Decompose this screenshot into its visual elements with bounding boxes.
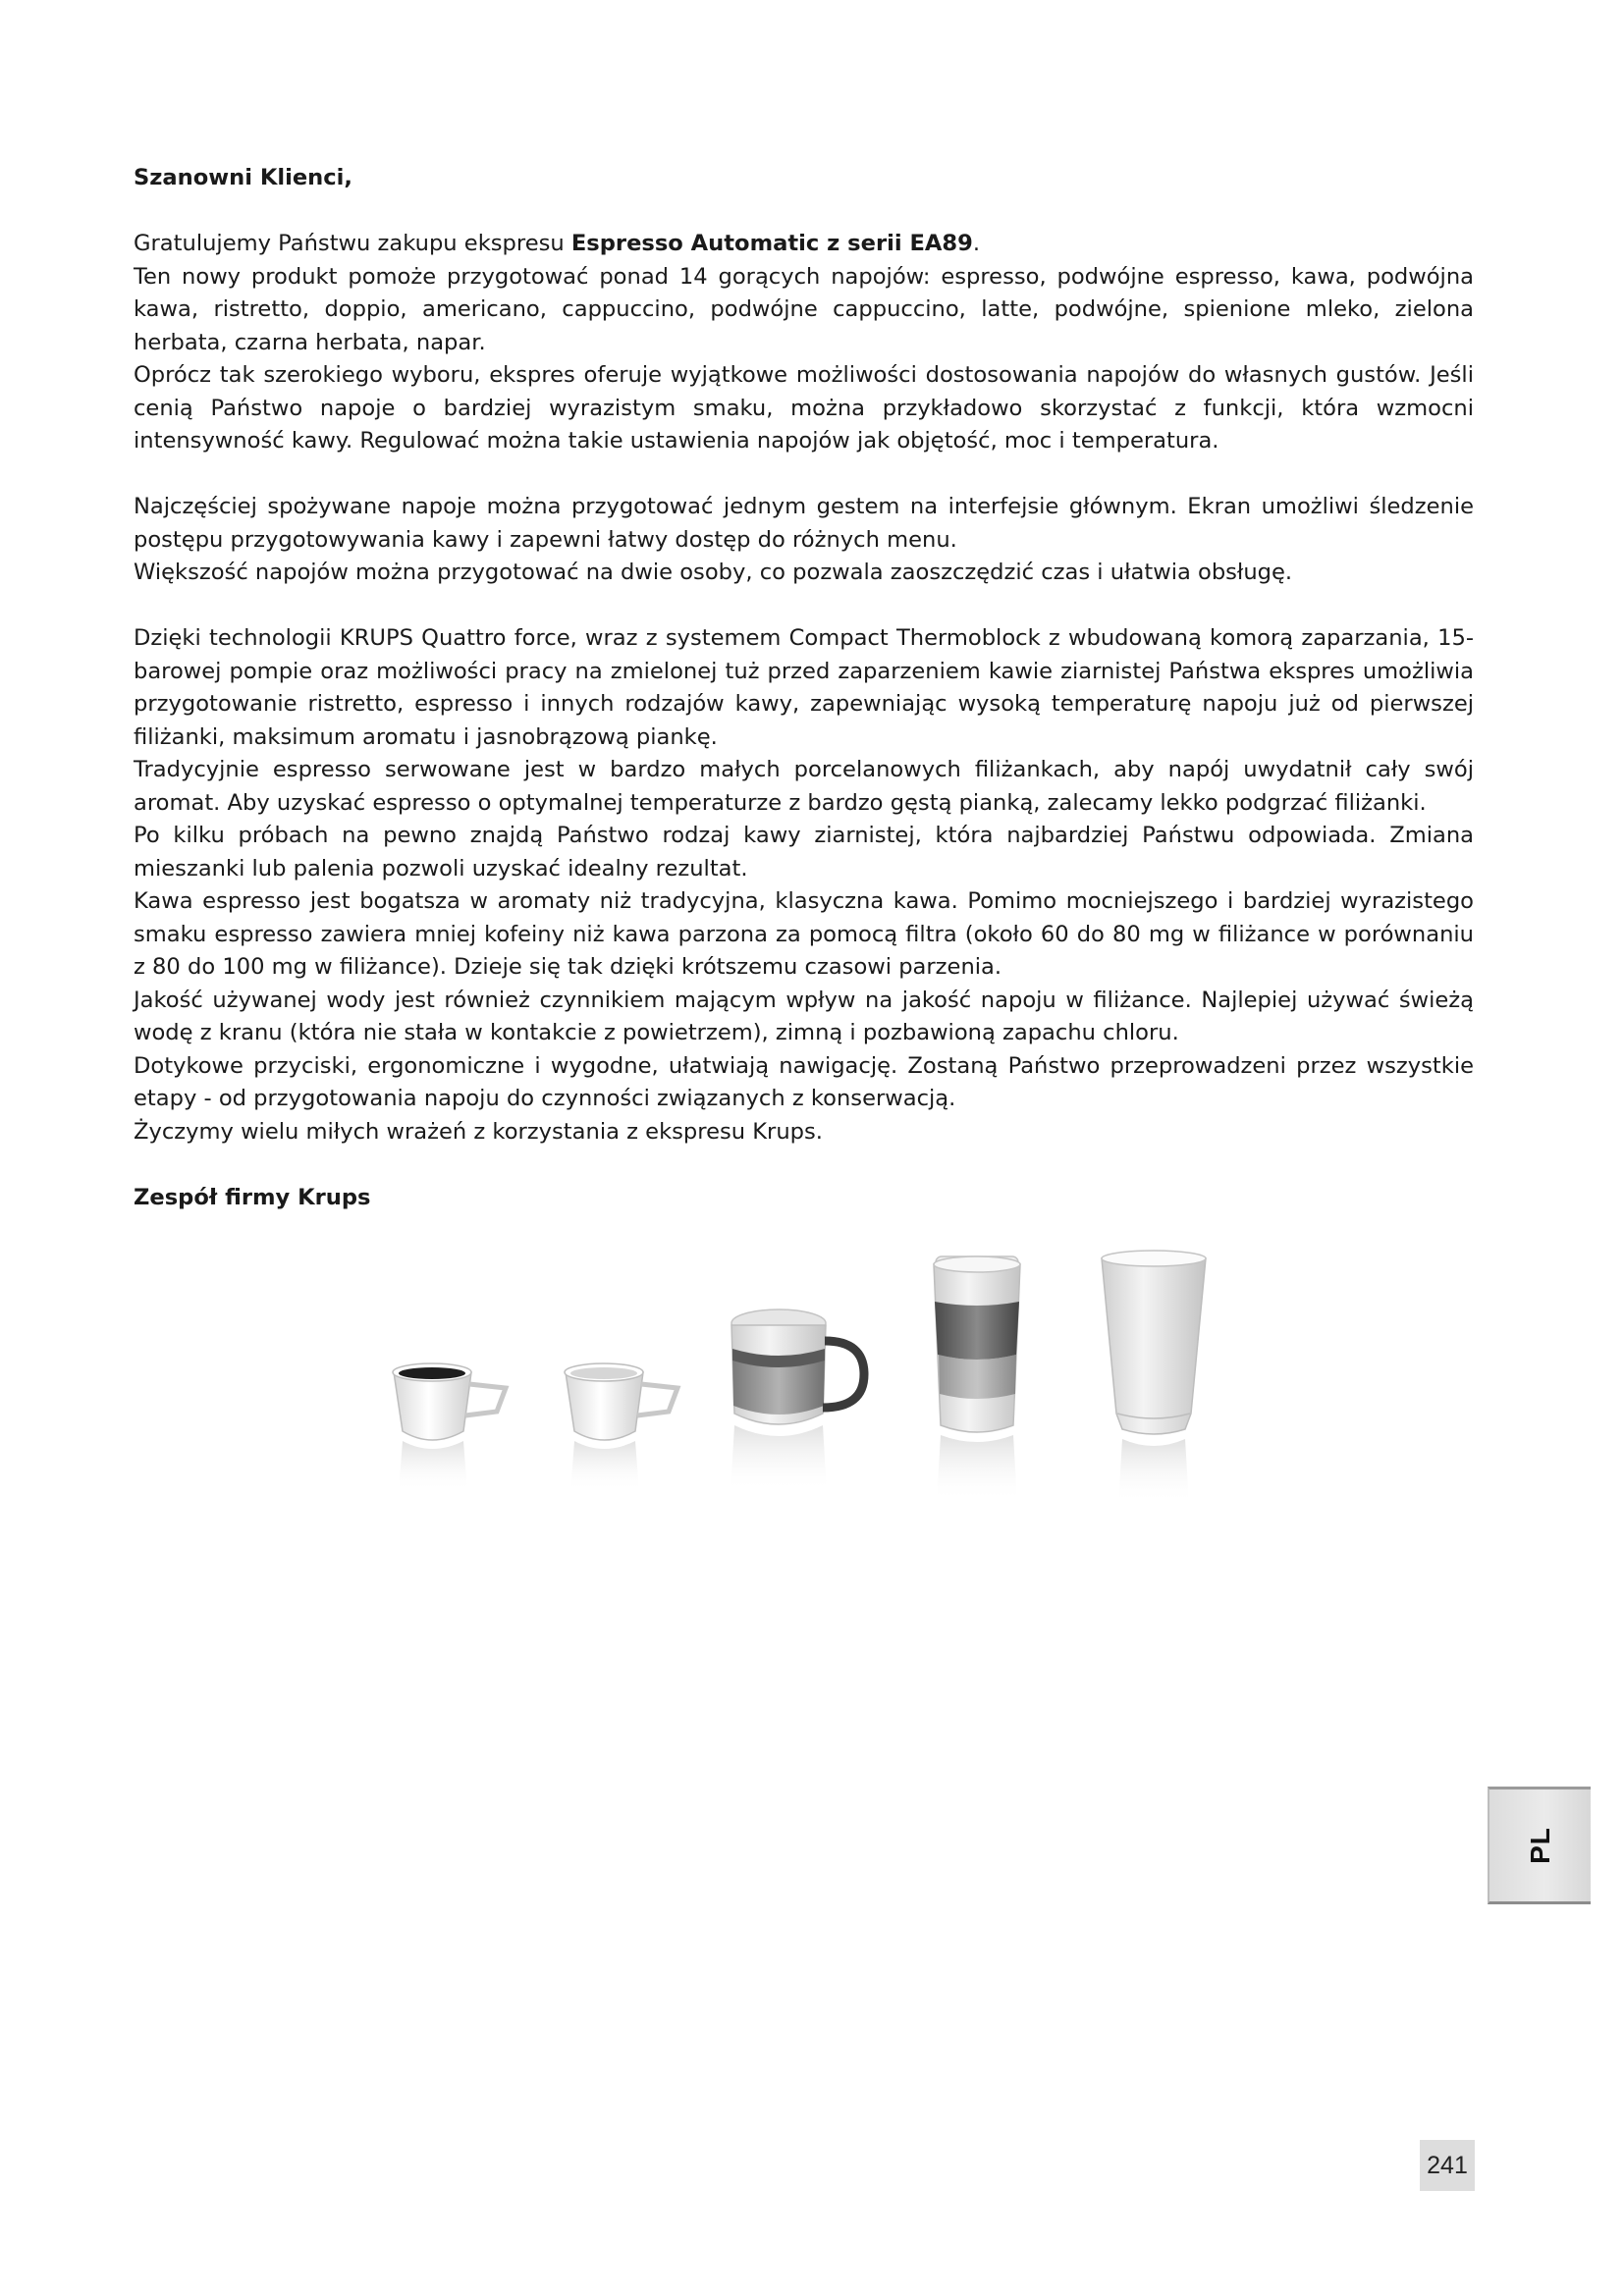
milk-glass-icon [1102,1251,1206,1504]
paragraph-caffeine: Kawa espresso jest bogatsza w aromaty niż tradycyjna, klasyczna kawa. Pomimo mocniejszego i bardziej wyrazistego smaku espresso zawiera mniej kofeiny niż kawa parzona za pomocą filtra (około 60 do 80 mg w filiżance w porównaniu z 80 do 100 mg w filiżance). Dzieje się tak dzięki krótszemu czasowi parzenia. [134,888,1474,980]
letter-greeting: Szanowni Klienci, [134,165,352,190]
coffee-cup-icon [565,1363,677,1492]
paragraph-two-persons: Większość napojów można przygotować na dwie osoby, co pozwala zaoszczędzić czas i ułatwia obsługę. [134,560,1293,585]
paragraph-coffee-beans: Po kilku próbach na pewno znajdą Państwo rodzaj kawy ziarnistej, która najbardziej Państwu odpowiada. Zmiana mieszanki lub palenia pozwoli uzyskać idealny rezultat. [134,823,1474,881]
product-name: Espresso Automatic z serii EA89 [570,231,973,256]
cappuccino-mug-icon [731,1309,864,1492]
language-tab-label: PL [1524,1827,1555,1864]
paragraph-interface: Najczęściej spożywane napoje można przygotować jednym gestem na interfejsie głównym. Ekran umożliwi śledzenie postępu przygotowywania kawy i zapewni łatwy dostęp do różnych menu. [134,494,1474,553]
paragraph-navigation: Dotykowe przyciski, ergonomiczne i wygodne, ułatwiają nawigację. Zostaną Państwo przeprowadzeni przez wszystkie etapy - od przygotowania napoju do czynności związanych z konserwacją. [134,1052,1474,1111]
letter-body [134,162,1474,1214]
latte-glass-icon [934,1256,1020,1502]
letter-signature: Zespół firmy Krups [134,1184,371,1210]
paragraph-water: Jakość używanej wody jest również czynnikiem mającym wpływ na jakość napoju w filiżance. Najlepiej używać świeżą wodę z kranu (która nie stała w kontakcie z powietrzem), zimną i pozbawioną zapachu chloru. [134,987,1474,1045]
paragraph-gap [134,590,1474,623]
paragraph-drinks: Ten nowy produkt pomoże przygotować ponad 14 gorących napojów: espresso, podwójne espresso, kawa, podwójna kawa, ristretto, doppio, americano, cappuccino, podwójne cappuccino, latte, podwójne, spienione mleko, zielona herbata, czarna herbata, napar. [134,263,1474,355]
intro-paragraph [134,228,1474,261]
language-tab [1488,1787,1591,1904]
paragraph-technology: Dzięki technologii KRUPS Quattro force, wraz z systemem Compact Thermoblock z wbudowaną komorą zaparzania, 15-barowej pompie oraz możliwości pracy na zmielonej tuż przed zaparzeniem kawie ziarnistej Państwa ekspres umożliwia przygotowanie ristretto, espresso i innych rodzajów kawy, zapewniając wysoką temperaturę napoju już od pierwszej filiżanki, maksimum aromatu i jasnobrązową piankę. [134,625,1474,750]
intro-suffix: . [972,231,981,256]
paragraph-espresso-cups: Tradycyjnie espresso serwowane jest w bardzo małych porcelanowych filiżankach, aby napój uwydatnił cały swój aromat. Aby uzyskać espresso o optymalnej temperaturze z bardzo gęstą pianką, zalecamy lekko podgrzać filiżanki. [134,757,1474,816]
paragraph-gap [134,458,1474,492]
beverage-illustration [373,1247,1237,1541]
page-number: 241 [1420,2140,1475,2191]
espresso-cup-icon [393,1363,506,1492]
paragraph-customization: Oprócz tak szerokiego wyboru, ekspres oferuje wyjątkowe możliwości dostosowania napojów do własnych gustów. Jeśli cenią Państwo napoje o bardziej wyrazistym smaku, można przykładowo skorzystać z funkcji, która wzmocni intensywność kawy. Regulować można takie ustawienia napojów jak objętość, moc i temperatura. [134,362,1474,454]
paragraph-wishes: Życzymy wielu miłych wrażeń z korzystania z ekspresu Krups. [134,1118,823,1145]
intro-text: Gratulujemy Państwu zakupu ekspresu [134,231,571,256]
